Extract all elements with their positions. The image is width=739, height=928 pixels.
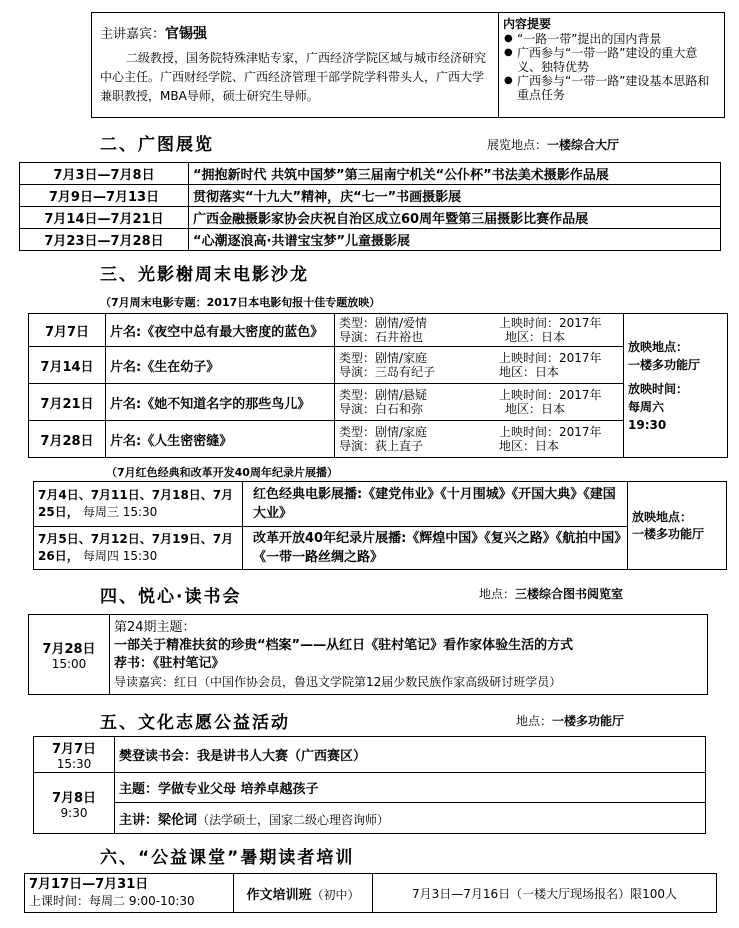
class-time: 上课时间：每周二 9:00-10:30 bbox=[29, 894, 195, 908]
exhibit-date: 7月14日—7月21日 bbox=[20, 207, 189, 229]
movie-table bbox=[28, 313, 728, 458]
movie-date: 7月7日 bbox=[29, 314, 106, 347]
doc-when: 每周三 15:30 bbox=[82, 505, 158, 519]
speaker-cell bbox=[92, 13, 499, 118]
movie-region: 地区：日本 bbox=[505, 330, 566, 344]
reading-book: 荐书：《驻村笔记》 bbox=[114, 655, 225, 671]
exhibit-date: 7月9日—7月13日 bbox=[20, 185, 189, 207]
exhibit-date: 7月3日—7月8日 bbox=[20, 163, 189, 185]
movie-director: 导演：石井裕也 bbox=[339, 330, 424, 344]
volunteer-datetime bbox=[34, 773, 115, 834]
movie-type: 类型：剧情/家庭 bbox=[339, 425, 428, 439]
volunteer-location-label: 地点： bbox=[516, 714, 553, 728]
movie-title: 片名:《她不知道名字的那些鸟儿》 bbox=[106, 384, 335, 421]
summary-item: ● “一路一带”提出的国内背景 bbox=[517, 32, 720, 46]
doc-when: 每周四 15:30 bbox=[82, 549, 158, 563]
movie-type: 类型：剧情/爱情 bbox=[339, 316, 428, 330]
movie-place-label: 放映地点： bbox=[628, 339, 689, 354]
volunteer-location-value: 一楼多功能厅 bbox=[552, 714, 625, 728]
reading-location-label: 地点： bbox=[479, 587, 516, 601]
summary-list bbox=[503, 32, 720, 102]
doc-dates-cell bbox=[34, 482, 243, 527]
class-signup: 7月3日—7月16日（一楼大厅现场报名）限100人 bbox=[373, 874, 717, 913]
summary-item: ● 广西参与“一带一路”建设基本思路和重点任务 bbox=[517, 74, 720, 102]
exhibit-location bbox=[487, 136, 619, 153]
movie-director: 导演：荻上直子 bbox=[339, 439, 424, 453]
doc-table bbox=[33, 481, 727, 570]
movie-side-info bbox=[624, 314, 728, 458]
reading-datetime bbox=[29, 615, 110, 695]
doc-place: 一楼多功能厅 bbox=[632, 526, 705, 541]
movie-type: 类型：剧情/悬疑 bbox=[339, 388, 428, 402]
summary-title: 内容提要 bbox=[503, 17, 552, 31]
movie-info bbox=[335, 347, 624, 384]
exhibit-title: “心潮逐浪高·共谱宝宝梦”儿童摄影展 bbox=[189, 229, 721, 251]
speaker-name: 官锡强 bbox=[165, 26, 208, 42]
doc-place-label: 放映地点： bbox=[632, 509, 693, 524]
movie-time-label: 放映时间： bbox=[628, 381, 689, 396]
volunteer-content: 樊登读书会：我是讲书人大赛（广西赛区） bbox=[115, 737, 706, 773]
volunteer-location bbox=[516, 712, 624, 729]
summary-cell bbox=[499, 13, 725, 118]
section-4-heading: 四、悦心·读书会 bbox=[100, 587, 242, 607]
movie-date: 7月21日 bbox=[29, 384, 106, 421]
exhibit-title: 广西金融摄影家协会庆祝自治区成立60周年暨第三届摄影比赛作品展 bbox=[189, 207, 721, 229]
class-date: 7月17日—7月31日 bbox=[29, 877, 149, 892]
section-6-heading: 六、“公益课堂”暑期读者培训 bbox=[100, 848, 355, 868]
movie-region: 地区：日本 bbox=[505, 402, 566, 416]
movie-info bbox=[335, 314, 624, 347]
movie-date: 7月28日 bbox=[29, 421, 106, 458]
movie-subtitle: （7月周末电影专题：2017日本电影旬报十佳专题放映） bbox=[100, 296, 381, 309]
speaker-label: 主讲嘉宾： bbox=[100, 27, 166, 42]
exhibit-location-label: 展览地点： bbox=[487, 138, 548, 152]
movie-info bbox=[335, 384, 624, 421]
section-2-heading: 二、广图展览 bbox=[100, 135, 214, 155]
reading-table bbox=[28, 614, 708, 695]
movie-type: 类型：剧情/家庭 bbox=[339, 351, 428, 365]
movie-date: 7月14日 bbox=[29, 347, 106, 384]
movie-title: 片名:《生在幼子》 bbox=[106, 347, 335, 384]
reading-issue: 第24期主题： bbox=[114, 619, 196, 635]
movie-place: 一楼多功能厅 bbox=[628, 357, 701, 372]
section-3-heading: 三、光影榭周末电影沙龙 bbox=[100, 265, 309, 285]
speaker-table bbox=[91, 12, 725, 118]
exhibit-table bbox=[19, 162, 721, 251]
class-course-cell bbox=[234, 874, 373, 913]
class-course-level: （初中） bbox=[311, 887, 360, 902]
movie-year: 上映时间：2017年 bbox=[499, 316, 602, 330]
volunteer-datetime bbox=[34, 737, 115, 773]
volunteer-speaker: 主讲：梁伦词 bbox=[119, 812, 198, 828]
volunteer-date: 7月8日 bbox=[51, 790, 97, 806]
reading-content bbox=[110, 615, 708, 695]
reading-location bbox=[479, 585, 623, 602]
speaker-bio: 二级教授，国务院特殊津贴专家，广西经济学院区域与城市经济研究中心主任。广西财经学院、广西经济管理干部学院学科带头人，广西大学兼职教授，MBA导师，硕士研究生导师。 bbox=[100, 51, 487, 103]
doc-side-info bbox=[628, 482, 727, 570]
movie-year: 上映时间：2017年 bbox=[499, 351, 602, 365]
summary-item: ● 广西参与“一带一路”建设的重大意义、独特优势 bbox=[517, 46, 720, 74]
volunteer-time: 9:30 bbox=[60, 805, 88, 820]
volunteer-theme: 主题：学做专业父母 培养卓越孩子 bbox=[115, 773, 706, 803]
doc-content: 改革开放40年纪录片展播:《辉煌中国》《复兴之路》《航拍中国》《一带一路丝绸之路》 bbox=[243, 527, 628, 570]
movie-info bbox=[335, 421, 624, 458]
volunteer-speaker-note: （法学硕士，国家二级心理咨询师） bbox=[197, 812, 390, 827]
doc-subtitle: （7月红色经典和改革开发40周年纪录片展播） bbox=[106, 466, 338, 479]
volunteer-date: 7月7日 bbox=[51, 742, 97, 757]
movie-time-hour: 19:30 bbox=[628, 417, 667, 432]
exhibit-title: “拥抱新时代 共筑中国梦”第三届南宁机关“公仆杯”书法美术摄影作品展 bbox=[189, 163, 721, 185]
movie-year: 上映时间：2017年 bbox=[499, 388, 602, 402]
section-5-heading: 五、文化志愿公益活动 bbox=[100, 713, 290, 733]
movie-time-day: 每周六 bbox=[628, 399, 665, 414]
class-course: 作文培训班 bbox=[246, 887, 312, 903]
movie-title: 片名:《人生密密缝》 bbox=[106, 421, 335, 458]
exhibit-date: 7月23日—7月28日 bbox=[20, 229, 189, 251]
doc-dates: 7月4日、7月11日、7月18日、7月25日， bbox=[38, 488, 234, 519]
doc-dates: 7月5日、7月12日、7月19日、7月26日， bbox=[38, 532, 234, 563]
movie-title: 片名:《夜空中总有最大密度的蓝色》 bbox=[106, 314, 335, 347]
doc-dates-cell bbox=[34, 527, 243, 570]
class-table bbox=[24, 873, 717, 913]
movie-region: 地区：日本 bbox=[499, 365, 560, 379]
volunteer-speaker-cell bbox=[115, 803, 706, 834]
movie-year: 上映时间：2017年 bbox=[499, 425, 602, 439]
reading-location-value: 三楼综合图书阅览室 bbox=[515, 587, 624, 601]
reading-guide: 导读嘉宾：红日（中国作协会员，鲁迅文学院第12届少数民族作家高级研讨班学员） bbox=[114, 674, 562, 689]
doc-content: 红色经典电影展播:《建党伟业》《十月围城》《开国大典》《建国大业》 bbox=[243, 482, 628, 527]
movie-region: 地区：日本 bbox=[499, 439, 560, 453]
reading-theme: 一部关于精准扶贫的珍贵“档案”——从红日《驻村笔记》看作家体验生活的方式 bbox=[114, 637, 574, 653]
volunteer-table bbox=[33, 736, 706, 834]
movie-director: 导演：三岛有纪子 bbox=[339, 365, 436, 379]
volunteer-time: 15:30 bbox=[56, 757, 92, 771]
movie-director: 导演：白石和弥 bbox=[339, 402, 424, 416]
reading-date: 7月28日 bbox=[42, 642, 96, 657]
class-datetime bbox=[25, 874, 234, 913]
exhibit-location-value: 一楼综合大厅 bbox=[547, 138, 620, 152]
exhibit-title: 贯彻落实“十九大”精神，庆“七一”书画摄影展 bbox=[189, 185, 721, 207]
reading-time: 15:00 bbox=[51, 657, 87, 671]
